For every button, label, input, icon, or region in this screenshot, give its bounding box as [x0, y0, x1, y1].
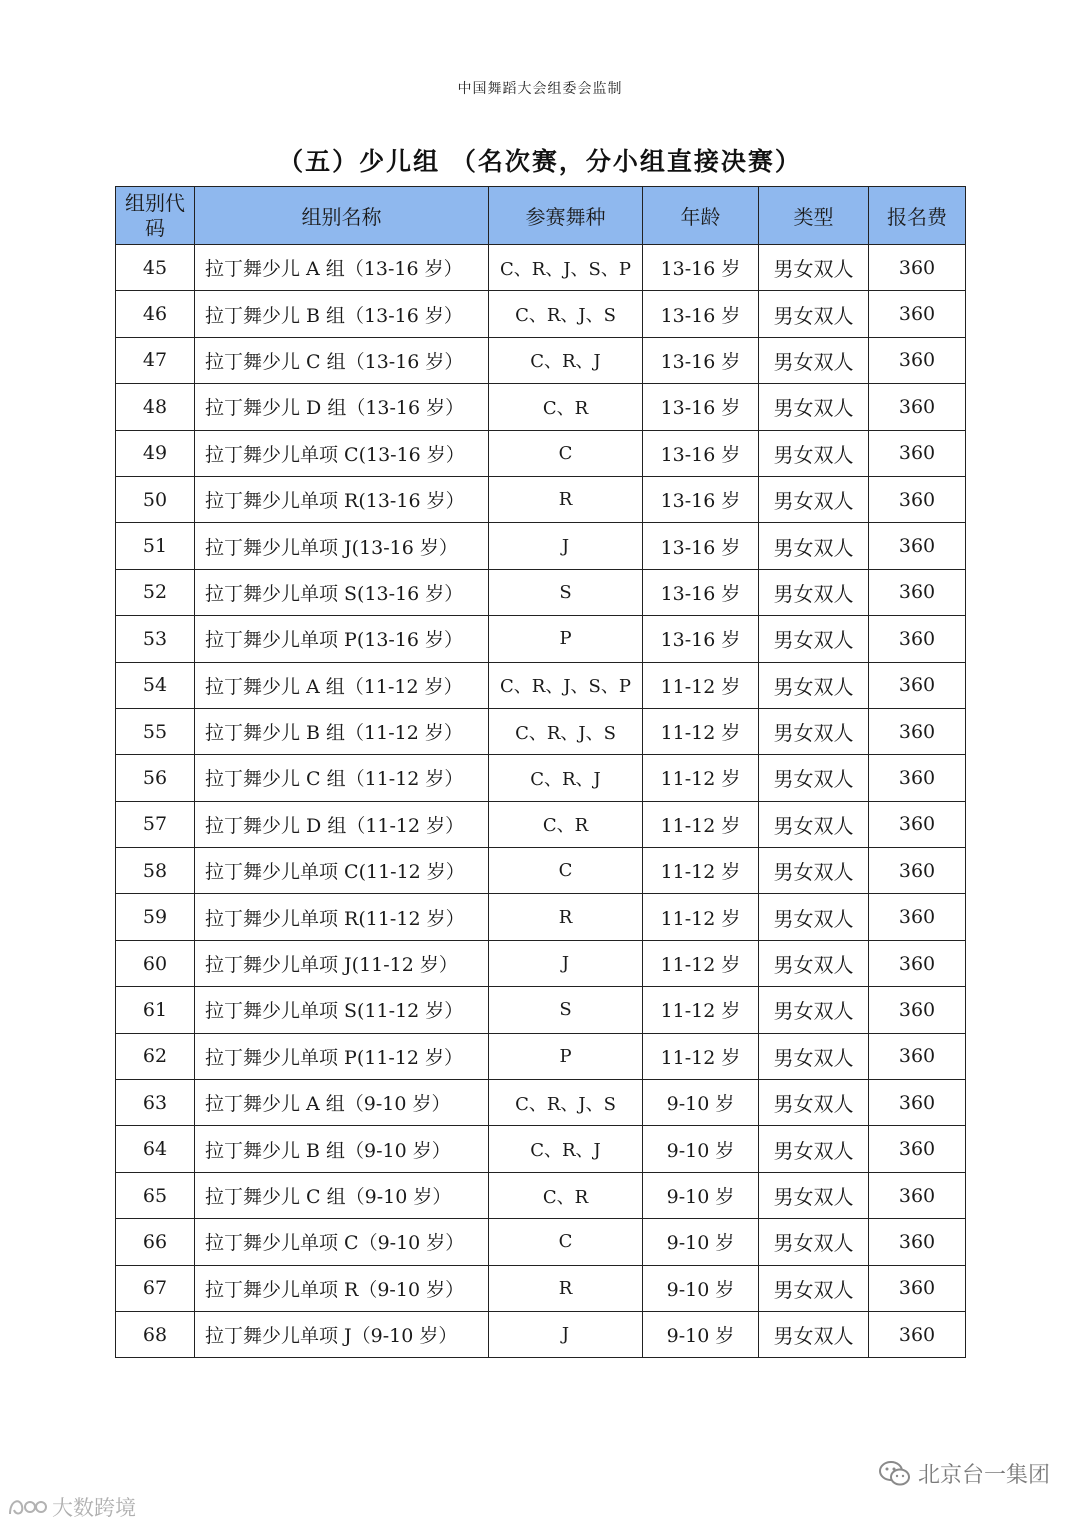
- cell-code: 64: [116, 1126, 195, 1172]
- cell-dances: S: [489, 987, 643, 1033]
- cell-code: 60: [116, 940, 195, 986]
- header-code: 组别代码: [116, 187, 195, 245]
- cell-code: 50: [116, 476, 195, 522]
- cell-name: 拉丁舞少儿单项 P(11-12 岁）: [195, 1033, 489, 1079]
- cell-dances: C: [489, 430, 643, 476]
- cell-fee: 360: [869, 708, 966, 754]
- section-title: （五）少儿组 （名次赛，分小组直接决赛）: [278, 147, 802, 176]
- cell-age: 9-10 岁: [643, 1172, 759, 1218]
- cell-dances: P: [489, 616, 643, 662]
- cell-type: 男女双人: [759, 616, 869, 662]
- cell-name: 拉丁舞少儿单项 J(11-12 岁）: [195, 940, 489, 986]
- cell-type: 男女双人: [759, 569, 869, 615]
- header-age: 年龄: [643, 187, 759, 245]
- cell-name: 拉丁舞少儿 B 组（9-10 岁）: [195, 1126, 489, 1172]
- cell-type: 男女双人: [759, 1080, 869, 1126]
- cell-type: 男女双人: [759, 1033, 869, 1079]
- cell-type: 男女双人: [759, 801, 869, 847]
- table-row: [116, 662, 966, 708]
- cell-code: 62: [116, 1033, 195, 1079]
- cell-dances: C、R、J、S: [489, 291, 643, 337]
- cell-age: 11-12 岁: [643, 894, 759, 940]
- cell-fee: 360: [869, 848, 966, 894]
- wechat-watermark: [878, 1458, 1050, 1489]
- cell-type: 男女双人: [759, 476, 869, 522]
- cell-fee: 360: [869, 1126, 966, 1172]
- cell-code: 49: [116, 430, 195, 476]
- cell-dances: C、R: [489, 384, 643, 430]
- cell-type: 男女双人: [759, 894, 869, 940]
- cell-name: 拉丁舞少儿单项 R(11-12 岁）: [195, 894, 489, 940]
- cell-name: 拉丁舞少儿单项 J(13-16 岁）: [195, 523, 489, 569]
- cell-type: 男女双人: [759, 848, 869, 894]
- cell-name: 拉丁舞少儿单项 S(11-12 岁）: [195, 987, 489, 1033]
- page-header-supervision: 中国舞蹈大会组委会监制: [457, 81, 623, 97]
- table-row: [116, 245, 966, 291]
- wechat-account-name: 北京台一集团: [917, 1463, 1050, 1488]
- cell-code: 48: [116, 384, 195, 430]
- cell-type: 男女双人: [759, 1311, 869, 1357]
- table-row: [116, 337, 966, 383]
- cell-dances: J: [489, 523, 643, 569]
- cell-code: 51: [116, 523, 195, 569]
- cell-dances: C、R、J: [489, 1126, 643, 1172]
- table-row: [116, 708, 966, 754]
- cell-name: 拉丁舞少儿 B 组（13-16 岁）: [195, 291, 489, 337]
- cell-type: 男女双人: [759, 1126, 869, 1172]
- header-fee: 报名费: [869, 187, 966, 245]
- cell-dances: C、R、J、S、P: [489, 662, 643, 708]
- cell-name: 拉丁舞少儿单项 P(13-16 岁）: [195, 616, 489, 662]
- table-row: [116, 755, 966, 801]
- cell-name: 拉丁舞少儿 D 组（13-16 岁）: [195, 384, 489, 430]
- cell-fee: 360: [869, 291, 966, 337]
- cell-type: 男女双人: [759, 755, 869, 801]
- cell-age: 11-12 岁: [643, 755, 759, 801]
- cell-age: 11-12 岁: [643, 987, 759, 1033]
- cell-fee: 360: [869, 940, 966, 986]
- cell-name: 拉丁舞少儿单项 S(13-16 岁）: [195, 569, 489, 615]
- cell-code: 66: [116, 1219, 195, 1265]
- cell-age: 11-12 岁: [643, 1033, 759, 1079]
- cell-age: 11-12 岁: [643, 940, 759, 986]
- cell-type: 男女双人: [759, 430, 869, 476]
- wechat-icon: [878, 1460, 912, 1488]
- table-row: [116, 801, 966, 847]
- cell-age: 13-16 岁: [643, 291, 759, 337]
- cell-name: 拉丁舞少儿单项 C(11-12 岁）: [195, 848, 489, 894]
- cell-code: 67: [116, 1265, 195, 1311]
- cell-code: 59: [116, 894, 195, 940]
- cell-dances: J: [489, 1311, 643, 1357]
- cell-type: 男女双人: [759, 337, 869, 383]
- cell-code: 58: [116, 848, 195, 894]
- cell-code: 68: [116, 1311, 195, 1357]
- table-row: [116, 476, 966, 522]
- table-row: [116, 894, 966, 940]
- cell-fee: 360: [869, 755, 966, 801]
- cell-dances: J: [489, 940, 643, 986]
- cell-type: 男女双人: [759, 291, 869, 337]
- cell-type: 男女双人: [759, 987, 869, 1033]
- table-row: [116, 1219, 966, 1265]
- cell-type: 男女双人: [759, 1172, 869, 1218]
- cell-dances: R: [489, 476, 643, 522]
- table-row: [116, 987, 966, 1033]
- cell-age: 11-12 岁: [643, 708, 759, 754]
- site-logo-text: 大数跨境: [52, 1496, 136, 1520]
- cell-fee: 360: [869, 476, 966, 522]
- cell-type: 男女双人: [759, 708, 869, 754]
- cell-fee: 360: [869, 1033, 966, 1079]
- cell-age: 13-16 岁: [643, 569, 759, 615]
- cell-dances: C、R、J: [489, 755, 643, 801]
- cell-dances: P: [489, 1033, 643, 1079]
- cell-fee: 360: [869, 894, 966, 940]
- cell-code: 53: [116, 616, 195, 662]
- cell-dances: R: [489, 1265, 643, 1311]
- table-row: [116, 1265, 966, 1311]
- cell-name: 拉丁舞少儿单项 C(13-16 岁）: [195, 430, 489, 476]
- table-body: [116, 245, 966, 1358]
- table-row: [116, 523, 966, 569]
- table-row: [116, 1080, 966, 1126]
- cell-fee: 360: [869, 430, 966, 476]
- cell-code: 45: [116, 245, 195, 291]
- cell-dances: C、R: [489, 801, 643, 847]
- table-header-row: [116, 187, 966, 245]
- table-row: [116, 1033, 966, 1079]
- cell-fee: 360: [869, 245, 966, 291]
- cell-age: 13-16 岁: [643, 245, 759, 291]
- cell-type: 男女双人: [759, 662, 869, 708]
- table-row: [116, 430, 966, 476]
- table-row: [116, 1172, 966, 1218]
- cell-fee: 360: [869, 1265, 966, 1311]
- cell-age: 11-12 岁: [643, 848, 759, 894]
- cell-age: 9-10 岁: [643, 1265, 759, 1311]
- table-row: [116, 848, 966, 894]
- cell-name: 拉丁舞少儿单项 J（9-10 岁）: [195, 1311, 489, 1357]
- cell-fee: 360: [869, 569, 966, 615]
- cell-code: 61: [116, 987, 195, 1033]
- cell-name: 拉丁舞少儿单项 C（9-10 岁）: [195, 1219, 489, 1265]
- cell-name: 拉丁舞少儿单项 R(13-16 岁）: [195, 476, 489, 522]
- cell-age: 11-12 岁: [643, 801, 759, 847]
- cell-age: 13-16 岁: [643, 476, 759, 522]
- cell-fee: 360: [869, 801, 966, 847]
- cell-age: 13-16 岁: [643, 616, 759, 662]
- table-row: [116, 940, 966, 986]
- table-row: [116, 1311, 966, 1357]
- cell-dances: C、R、J: [489, 337, 643, 383]
- cell-name: 拉丁舞少儿 C 组（13-16 岁）: [195, 337, 489, 383]
- cell-dances: S: [489, 569, 643, 615]
- cell-age: 9-10 岁: [643, 1126, 759, 1172]
- cell-type: 男女双人: [759, 245, 869, 291]
- cell-name: 拉丁舞少儿 C 组（11-12 岁）: [195, 755, 489, 801]
- cell-dances: C、R、J、S: [489, 1080, 643, 1126]
- cell-code: 46: [116, 291, 195, 337]
- cell-fee: 360: [869, 616, 966, 662]
- cell-code: 63: [116, 1080, 195, 1126]
- cell-code: 65: [116, 1172, 195, 1218]
- header-type: 类型: [759, 187, 869, 245]
- cell-name: 拉丁舞少儿 A 组（11-12 岁）: [195, 662, 489, 708]
- table-row: [116, 1126, 966, 1172]
- table-row: [116, 291, 966, 337]
- cell-code: 54: [116, 662, 195, 708]
- cell-code: 47: [116, 337, 195, 383]
- cell-dances: R: [489, 894, 643, 940]
- cell-type: 男女双人: [759, 1219, 869, 1265]
- cell-code: 57: [116, 801, 195, 847]
- cell-age: 13-16 岁: [643, 430, 759, 476]
- table-row: [116, 616, 966, 662]
- cell-type: 男女双人: [759, 384, 869, 430]
- cell-type: 男女双人: [759, 940, 869, 986]
- cell-name: 拉丁舞少儿 C 组（9-10 岁）: [195, 1172, 489, 1218]
- cell-code: 55: [116, 708, 195, 754]
- cell-code: 52: [116, 569, 195, 615]
- cell-type: 男女双人: [759, 523, 869, 569]
- logo-mark-icon: [6, 1494, 48, 1520]
- cell-age: 9-10 岁: [643, 1219, 759, 1265]
- cell-fee: 360: [869, 1311, 966, 1357]
- cell-fee: 360: [869, 1080, 966, 1126]
- cell-dances: C、R: [489, 1172, 643, 1218]
- cell-age: 11-12 岁: [643, 662, 759, 708]
- cell-age: 13-16 岁: [643, 337, 759, 383]
- cell-fee: 360: [869, 987, 966, 1033]
- cell-dances: C: [489, 848, 643, 894]
- site-watermark: [6, 1492, 136, 1522]
- cell-dances: C、R、J、S、P: [489, 245, 643, 291]
- cell-fee: 360: [869, 662, 966, 708]
- table-row: [116, 384, 966, 430]
- cell-dances: C: [489, 1219, 643, 1265]
- header-dances: 参赛舞种: [489, 187, 643, 245]
- cell-name: 拉丁舞少儿 A 组（9-10 岁）: [195, 1080, 489, 1126]
- cell-name: 拉丁舞少儿单项 R（9-10 岁）: [195, 1265, 489, 1311]
- cell-fee: 360: [869, 1172, 966, 1218]
- registration-fee-table: [115, 186, 966, 1358]
- cell-type: 男女双人: [759, 1265, 869, 1311]
- cell-fee: 360: [869, 1219, 966, 1265]
- cell-age: 9-10 岁: [643, 1080, 759, 1126]
- cell-age: 9-10 岁: [643, 1311, 759, 1357]
- cell-code: 56: [116, 755, 195, 801]
- cell-fee: 360: [869, 337, 966, 383]
- cell-dances: C、R、J、S: [489, 708, 643, 754]
- cell-age: 13-16 岁: [643, 523, 759, 569]
- cell-name: 拉丁舞少儿 A 组（13-16 岁）: [195, 245, 489, 291]
- header-name: 组别名称: [195, 187, 489, 245]
- cell-fee: 360: [869, 384, 966, 430]
- cell-fee: 360: [869, 523, 966, 569]
- cell-age: 13-16 岁: [643, 384, 759, 430]
- table-row: [116, 569, 966, 615]
- cell-name: 拉丁舞少儿 D 组（11-12 岁）: [195, 801, 489, 847]
- cell-name: 拉丁舞少儿 B 组（11-12 岁）: [195, 708, 489, 754]
